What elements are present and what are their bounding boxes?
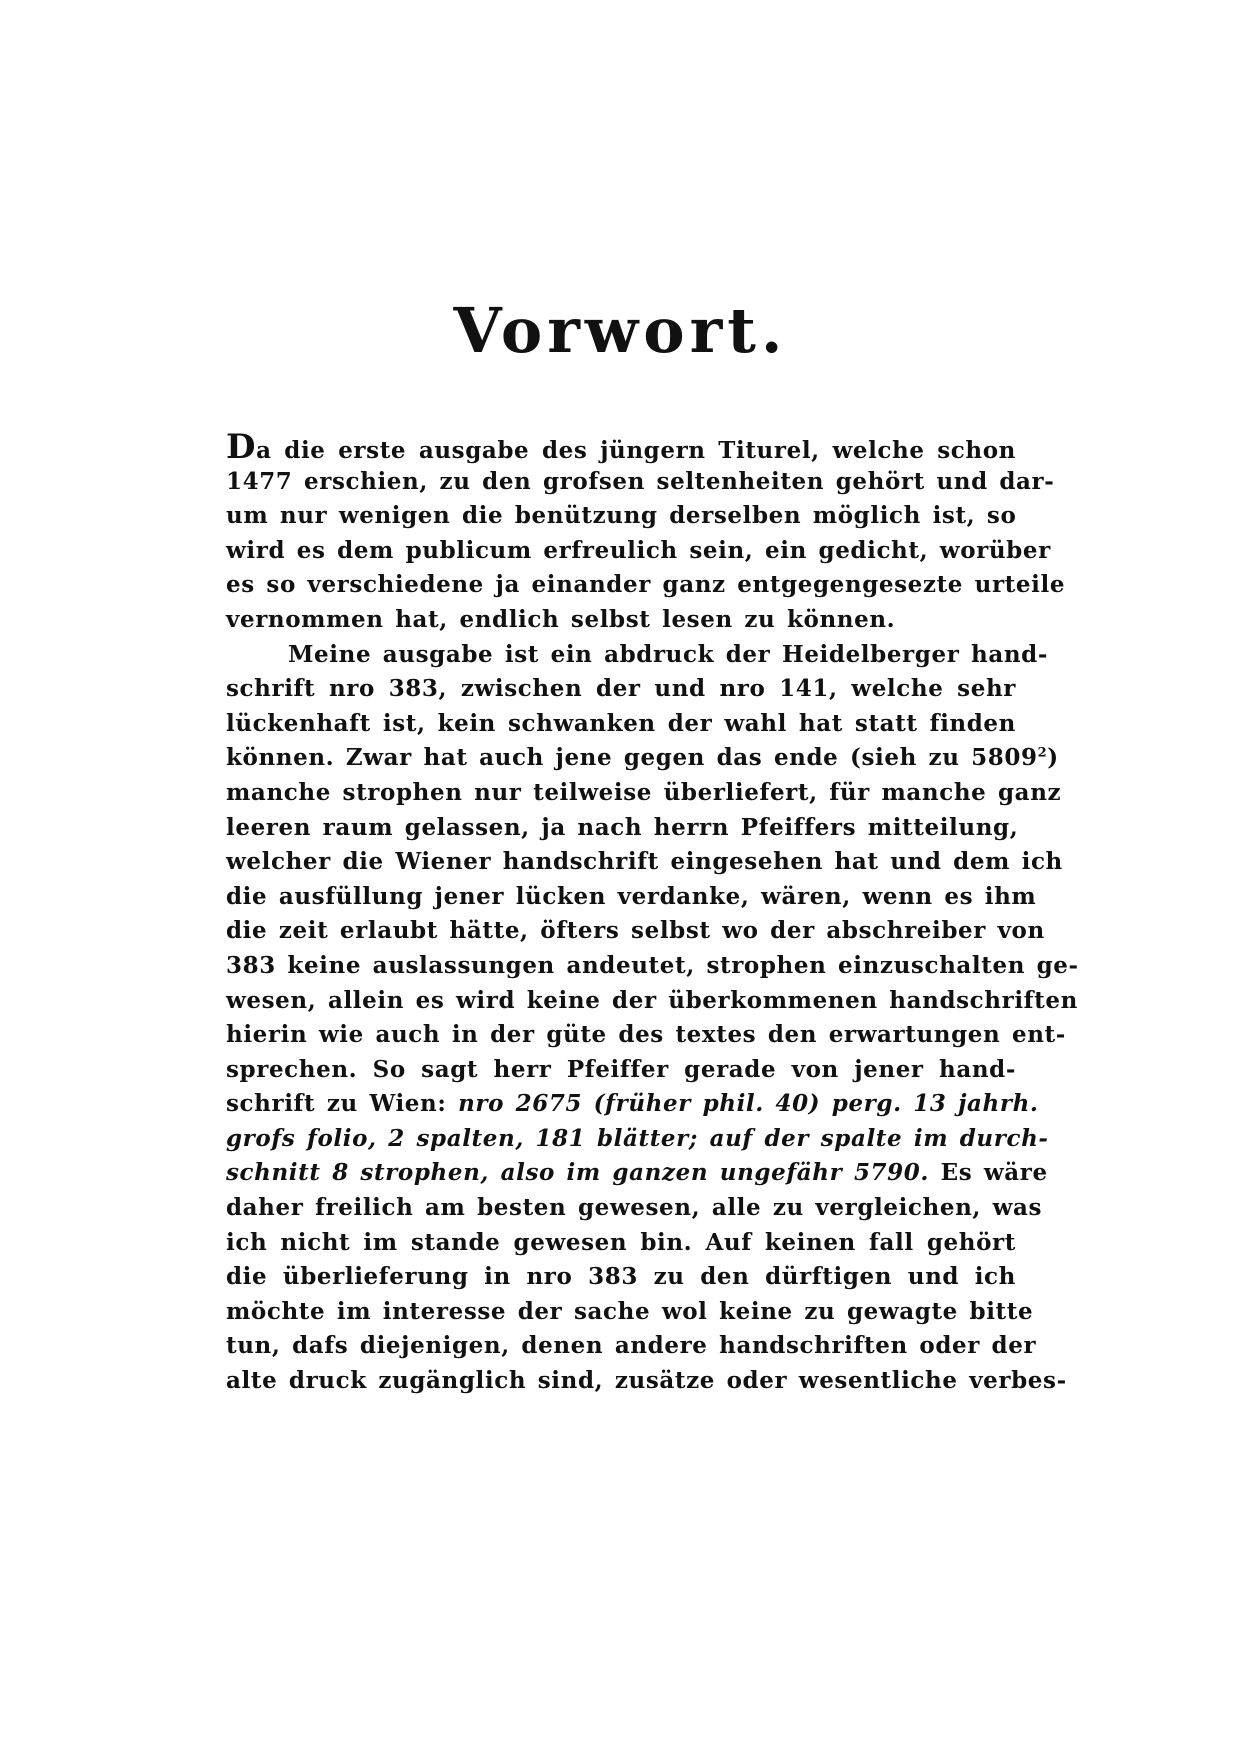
text-line: sprechen. So sagt herr Pfeiffer gerade von jener hand- [226,1055,1016,1083]
text-line: hierin wie auch in der güte des textes den erwartungen ent- [226,1021,1066,1049]
text-span: Es wäre [928,1159,1048,1187]
text-line [226,1122,1049,1157]
quoted-citation: schnitt 8 strophen, also im ganzen ungefähr 5790. [226,1159,929,1187]
text-line [226,1087,1039,1122]
text-span: a die erste ausgabe des jüngern Titurel, welche schon [256,437,1016,464]
text-line: die ausfüllung jener lücken verdanke, wären, wenn es ihm [226,882,1037,910]
drop-cap: D [226,427,257,467]
text-line [226,1156,1048,1191]
text-line: 1477 erschien, zu den grofsen seltenheiten gehört und dar- [226,467,1055,495]
text-line: um nur wenigen die benützung derselben möglich ist, so [226,502,1017,530]
text-span: können. Zwar hat auch jene gegen das ende (sieh zu 5809 [226,744,1038,772]
text-line: wird es dem publicum erfreulich sein, ein gedicht, worüber [226,536,1051,564]
text-line: schrift nro 383, zwischen der und nro 141, welche sehr [226,675,1016,703]
quoted-citation: grofs folio, 2 spalten, 181 blätter; auf der spalte im durch- [226,1124,1049,1152]
text-line: Meine ausgabe ist ein abdruck der Heidelberger hand- [288,640,1048,668]
text-line [226,741,1059,776]
text-line: lückenhaft ist, kein schwanken der wahl hat statt finden [226,709,1016,737]
text-line: alte druck zugänglich sind, zusätze oder wesentliche verbes- [226,1367,1067,1395]
footnote-marker: 2 [1037,745,1048,761]
text-span: ) [1047,744,1059,772]
text-line [226,427,1016,467]
text-span: schrift zu Wien: [226,1090,459,1118]
text-line: vernommen hat, endlich selbst lesen zu können. [226,605,896,633]
text-line: manche strophen nur teilweise überliefert, für manche ganz [226,778,1062,806]
text-line: leeren raum gelassen, ja nach herrn Pfeiffers mitteilung, [226,813,1019,841]
body-text [226,427,1079,1399]
text-line: 383 keine auslassungen andeutet, strophen einzuschalten ge- [226,951,1079,979]
text-line: wesen, allein es wird keine der überkommenen handschriften [226,986,1078,1014]
text-line: es so verschiedene ja einander ganz entgegengesezte urteile [226,571,1066,599]
text-line: die zeit erlaubt hätte, öfters selbst wo der abschreiber von [226,917,1045,945]
quoted-citation: nro 2675 (früher phil. 40) perg. 13 jahrh. [458,1090,1039,1118]
text-line: ich nicht im stande gewesen bin. Auf keinen fall gehört [226,1228,1016,1256]
text-line: möchte im interesse der sache wol keine zu gewagte bitte [226,1297,1034,1325]
page-title: Vorwort. [453,294,788,367]
text-line: die überlieferung in nro 383 zu den dürftigen und ich [226,1263,1016,1291]
text-line: welcher die Wiener handschrift eingesehen hat und dem ich [226,848,1063,876]
text-line: tun, dafs diejenigen, denen andere handschriften oder der [226,1332,1037,1360]
text-line: daher freilich am besten gewesen, alle zu vergleichen, was [226,1194,1043,1222]
